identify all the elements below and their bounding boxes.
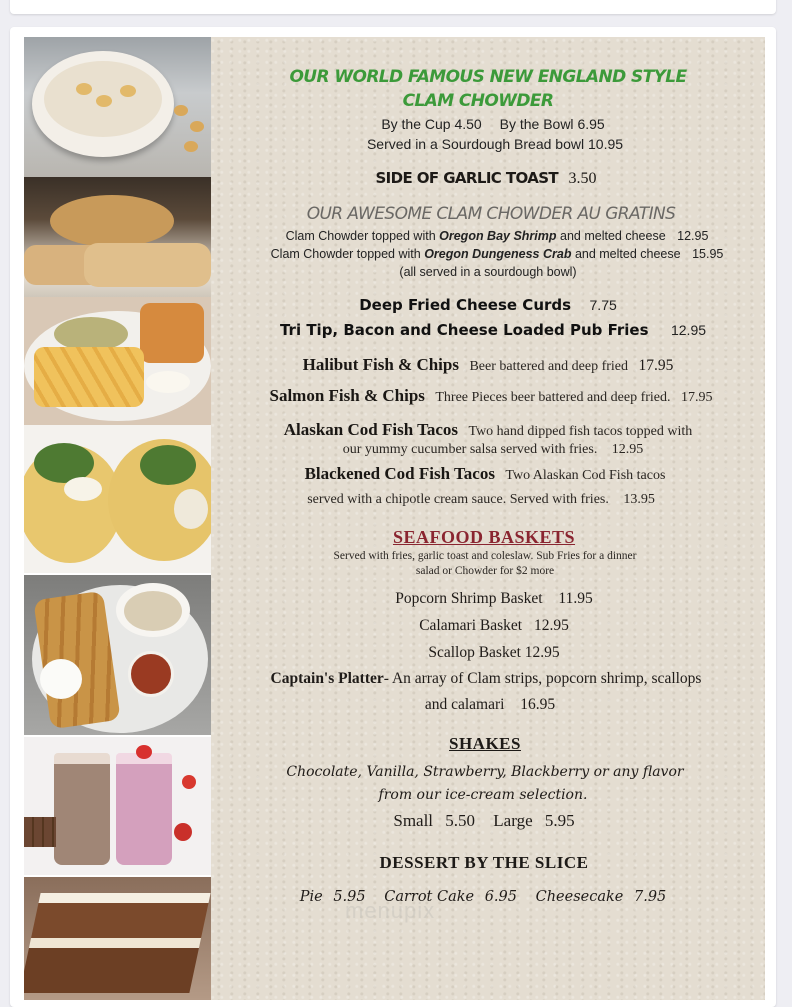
platter-price: 16.95 bbox=[520, 696, 556, 713]
food-photo-strip bbox=[24, 37, 211, 1000]
entree-name: Blackened Cod Fish Tacos bbox=[304, 464, 495, 483]
au-gratin-item: Clam Chowder topped with Oregon Dungeness Crab and melted cheese 15.95 bbox=[270, 247, 724, 261]
garlic-toast-price: 3.50 bbox=[568, 170, 597, 187]
bread-bowl-label: Served in a Sourdough Bread bowl bbox=[366, 136, 585, 152]
basket-price: 11.95 bbox=[558, 590, 593, 607]
entree-name: Salmon Fish & Chips bbox=[269, 386, 425, 405]
dessert-name: Carrot Cake bbox=[384, 889, 475, 905]
basket-name: Popcorn Shrimp Basket bbox=[395, 590, 543, 607]
shake-large-price: 5.95 bbox=[544, 811, 575, 830]
entree-price: 17.95 bbox=[680, 390, 713, 405]
basket-item bbox=[223, 590, 765, 608]
photo-au-gratin bbox=[24, 177, 211, 297]
shake-small-price: 5.50 bbox=[445, 811, 476, 830]
basket-item bbox=[223, 617, 765, 635]
cup-label: By the Cup bbox=[381, 116, 451, 132]
previous-card bbox=[10, 0, 776, 14]
menupix-watermark: menupix bbox=[345, 898, 436, 923]
entree-description: Beer battered and deep fried bbox=[469, 359, 629, 374]
shakes-description-line1: Chocolate, Vanilla, Strawberry, Blackberry or any flavor bbox=[286, 764, 684, 780]
captains-platter bbox=[207, 670, 765, 688]
au-gratins-title: OUR AWESOME CLAM CHOWDER AU GRATINS bbox=[306, 204, 676, 224]
platter-description: and calamari bbox=[424, 696, 505, 713]
bowl-price: 6.95 bbox=[577, 116, 605, 132]
photo-milkshakes bbox=[24, 737, 211, 875]
garlic-toast bbox=[207, 169, 765, 188]
platter-description: - An array of Clam strips, popcorn shrimp, scallops bbox=[383, 670, 702, 687]
captains-platter-continued bbox=[215, 696, 765, 714]
au-gratin-highlight: Oregon Dungeness Crab bbox=[424, 247, 572, 261]
garlic-toast-label: SIDE OF GARLIC TOAST bbox=[375, 169, 559, 187]
entree-description: our yummy cucumber salsa served with fries. bbox=[342, 442, 598, 457]
entree-item bbox=[205, 464, 765, 484]
photo-fish-tacos bbox=[24, 425, 211, 573]
appetizer-price: 12.95 bbox=[670, 322, 707, 338]
shake-small-label: Small bbox=[393, 811, 434, 830]
chowder-title-line2: CLAM CHOWDER bbox=[402, 91, 554, 111]
shake-large-label: Large bbox=[493, 811, 533, 830]
au-gratin-price: 15.95 bbox=[692, 247, 724, 261]
entree-description: Three Pieces beer battered and deep fried. bbox=[435, 390, 671, 405]
entree-item bbox=[211, 355, 765, 375]
entree-item-continued bbox=[221, 440, 765, 458]
dessert-price: 6.95 bbox=[484, 889, 517, 905]
photo-clam-chowder bbox=[24, 37, 211, 177]
au-gratin-highlight: Oregon Bay Shrimp bbox=[439, 229, 557, 243]
chowder-bread-bowl bbox=[225, 136, 765, 152]
au-gratin-price: 12.95 bbox=[677, 229, 709, 243]
entree-price: 12.95 bbox=[611, 442, 644, 457]
au-gratin-item: Clam Chowder topped with Oregon Bay Shrimp and melted cheese 12.95 bbox=[285, 229, 709, 243]
entree-item-continued bbox=[197, 490, 765, 508]
dessert-price: 7.95 bbox=[633, 889, 667, 905]
dessert-name: Cheesecake bbox=[535, 889, 624, 905]
basket-name: Scallop Basket bbox=[428, 644, 521, 661]
entree-name: Alaskan Cod Fish Tacos bbox=[283, 420, 459, 439]
entree-item bbox=[217, 386, 765, 406]
photo-carrot-cake bbox=[24, 877, 211, 1000]
appetizer-name: Deep Fried Cheese Curds bbox=[359, 296, 572, 314]
appetizer-item bbox=[221, 321, 765, 340]
chowder-cup-bowl-prices bbox=[221, 116, 765, 132]
photo-seafood-basket bbox=[24, 575, 211, 735]
entree-price: 17.95 bbox=[638, 357, 674, 374]
entree-price: 13.95 bbox=[623, 492, 655, 507]
appetizer-name: Tri Tip, Bacon and Cheese Loaded Pub Fries bbox=[279, 321, 649, 339]
entree-description: Two Alaskan Cod Fish tacos bbox=[505, 468, 666, 483]
basket-price: 12.95 bbox=[524, 644, 560, 661]
dessert-price: 5.95 bbox=[333, 889, 366, 905]
entree-description: served with a chipotle cream sauce. Served with fries. bbox=[307, 492, 609, 507]
chowder-title-line1: OUR WORLD FAMOUS NEW ENGLAND STYLE bbox=[289, 67, 687, 87]
dessert-name: Pie bbox=[299, 889, 323, 905]
dessert-heading: DESSERT BY THE SLICE bbox=[379, 853, 589, 872]
appetizer-price: 7.75 bbox=[589, 297, 617, 313]
entree-name: Halibut Fish & Chips bbox=[302, 355, 459, 374]
bowl-label: By the Bowl bbox=[499, 116, 574, 132]
entree-item bbox=[211, 420, 765, 440]
photo-fish-and-chips bbox=[24, 297, 211, 425]
au-gratin-note: (all served in a sourdough bowl) bbox=[399, 265, 577, 279]
basket-item bbox=[223, 644, 765, 662]
dessert-items bbox=[201, 889, 765, 905]
shakes-description-line2: from our ice-cream selection. bbox=[378, 787, 588, 803]
platter-name: Captain's Platter bbox=[270, 670, 384, 687]
baskets-note-line2: salad or Chowder for $2 more bbox=[415, 565, 555, 577]
basket-name: Calamari Basket bbox=[419, 617, 523, 634]
cup-price: 4.50 bbox=[454, 116, 482, 132]
bread-bowl-price: 10.95 bbox=[588, 136, 624, 152]
seafood-baskets-heading: SEAFOOD BASKETS bbox=[392, 527, 576, 547]
baskets-note-line1: Served with fries, garlic toast and coleslaw. Sub Fries for a dinner bbox=[333, 550, 637, 562]
entree-description: Two hand dipped fish tacos topped with bbox=[468, 424, 693, 439]
shakes-heading: SHAKES bbox=[449, 734, 521, 753]
basket-price: 12.95 bbox=[533, 617, 569, 634]
menu-page bbox=[211, 37, 765, 1000]
appetizer-item bbox=[211, 296, 765, 315]
shakes-sizes bbox=[203, 811, 765, 831]
